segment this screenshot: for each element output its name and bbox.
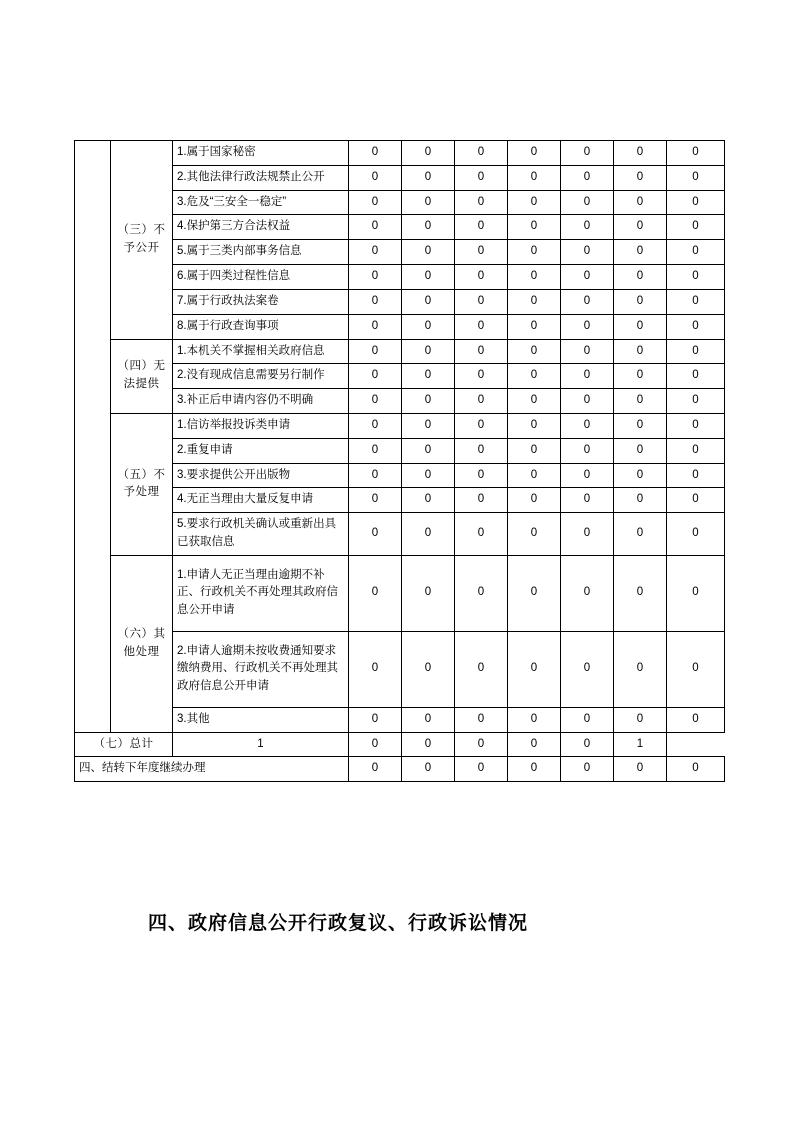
cell-value: 0 [667, 215, 725, 240]
cell-value: 0 [349, 413, 402, 438]
cell-value: 0 [508, 339, 561, 364]
cell-value: 0 [402, 165, 455, 190]
cell-value: 0 [508, 289, 561, 314]
cell-value: 0 [402, 438, 455, 463]
row-item-label: 1.属于国家秘密 [173, 141, 349, 166]
cell-value: 0 [614, 240, 667, 265]
cell-value: 0 [508, 757, 561, 782]
cell-value: 0 [561, 265, 614, 290]
cell-value: 0 [667, 488, 725, 513]
cell-value: 0 [614, 215, 667, 240]
row-item-label: 1.本机关不掌握相关政府信息 [173, 339, 349, 364]
cell-value: 0 [402, 364, 455, 389]
cell-value: 0 [455, 389, 508, 414]
cell-value: 0 [667, 707, 725, 732]
cell-value: 0 [667, 389, 725, 414]
cell-value: 0 [667, 438, 725, 463]
group-label-3: （三）不予公开 [111, 141, 173, 340]
cell-value: 0 [402, 732, 455, 757]
table-row [75, 339, 725, 364]
cell-value: 0 [508, 165, 561, 190]
cell-value: 0 [614, 707, 667, 732]
row-item-label: 4.保护第三方合法权益 [173, 215, 349, 240]
table-row [75, 389, 725, 414]
cell-value: 0 [508, 413, 561, 438]
cell-value: 0 [561, 389, 614, 414]
cell-value: 0 [667, 265, 725, 290]
cell-value: 0 [402, 413, 455, 438]
cell-value: 0 [561, 631, 614, 707]
table-row [75, 463, 725, 488]
cell-value: 0 [455, 732, 508, 757]
group-label-4: （四）无法提供 [111, 339, 173, 413]
table-row [75, 240, 725, 265]
table-row [75, 488, 725, 513]
cell-value: 0 [455, 513, 508, 556]
cell-value: 0 [667, 190, 725, 215]
cell-value: 0 [667, 165, 725, 190]
cell-value: 0 [614, 413, 667, 438]
cell-value: 0 [402, 215, 455, 240]
cell-value: 0 [561, 215, 614, 240]
cell-value: 0 [508, 631, 561, 707]
cell-value: 0 [667, 141, 725, 166]
cell-value: 0 [349, 289, 402, 314]
cell-value: 0 [614, 265, 667, 290]
table-row [75, 215, 725, 240]
cell-value: 0 [349, 732, 402, 757]
cell-value: 0 [402, 314, 455, 339]
cell-value: 0 [508, 215, 561, 240]
cell-value: 0 [561, 141, 614, 166]
cell-value: 0 [455, 364, 508, 389]
cell-value: 0 [402, 289, 455, 314]
cell-value: 0 [455, 240, 508, 265]
cell-value: 0 [561, 364, 614, 389]
cell-value: 0 [455, 265, 508, 290]
cell-value: 0 [667, 413, 725, 438]
cell-value: 0 [614, 190, 667, 215]
row-item-label: 2.没有现成信息需要另行制作 [173, 364, 349, 389]
cell-value: 0 [455, 488, 508, 513]
cell-value: 0 [561, 314, 614, 339]
table-row [75, 413, 725, 438]
cell-value: 0 [667, 757, 725, 782]
cell-value: 0 [561, 757, 614, 782]
cell-value: 0 [402, 190, 455, 215]
cell-value: 0 [349, 389, 402, 414]
table-row [75, 438, 725, 463]
cell-value: 0 [561, 513, 614, 556]
cell-value: 0 [561, 339, 614, 364]
cell-value: 0 [614, 555, 667, 631]
row-item-label: 2.其他法律行政法规禁止公开 [173, 165, 349, 190]
cell-value: 0 [455, 190, 508, 215]
cell-value: 0 [614, 289, 667, 314]
cell-value: 1 [614, 732, 667, 757]
cell-value: 0 [455, 413, 508, 438]
table-row [75, 631, 725, 707]
cell-value: 0 [667, 364, 725, 389]
cell-value: 0 [561, 555, 614, 631]
statistics-table [74, 140, 725, 782]
cell-value: 0 [561, 190, 614, 215]
cell-value: 0 [349, 240, 402, 265]
cell-value: 0 [508, 707, 561, 732]
table-row [75, 265, 725, 290]
cell-value: 0 [561, 289, 614, 314]
cell-value: 0 [349, 707, 402, 732]
cell-value: 0 [667, 339, 725, 364]
cell-value: 0 [402, 757, 455, 782]
table-row [75, 555, 725, 631]
row-item-label: 2.重复申请 [173, 438, 349, 463]
cell-value: 0 [508, 240, 561, 265]
cell-value: 0 [614, 364, 667, 389]
row-item-label: 3.要求提供公开出版物 [173, 463, 349, 488]
cell-value: 0 [614, 165, 667, 190]
row-item-label: 2.申请人逾期未按收费通知要求缴纳费用、行政机关不再处理其政府信息公开申请 [173, 631, 349, 707]
disclosure-statistics-table [74, 140, 720, 782]
cell-value: 0 [614, 631, 667, 707]
cell-value: 0 [349, 757, 402, 782]
cell-value: 0 [508, 438, 561, 463]
cell-value: 0 [455, 438, 508, 463]
table-row-total [75, 732, 725, 757]
cell-value: 0 [402, 631, 455, 707]
cell-value: 0 [455, 555, 508, 631]
table-row [75, 513, 725, 556]
cell-value: 0 [402, 141, 455, 166]
row-item-label: 3.危及“三安全一稳定” [173, 190, 349, 215]
cell-value: 0 [455, 757, 508, 782]
row-item-label: 3.补正后申请内容仍不明确 [173, 389, 349, 414]
cell-value: 0 [508, 463, 561, 488]
cell-value: 0 [349, 364, 402, 389]
table-row [75, 364, 725, 389]
cell-value: 0 [561, 438, 614, 463]
cell-value: 0 [455, 314, 508, 339]
row-item-label: 4.无正当理由大量反复申请 [173, 488, 349, 513]
row-item-label: 1.信访举报投诉类申请 [173, 413, 349, 438]
cell-value: 0 [561, 488, 614, 513]
cell-value: 0 [402, 389, 455, 414]
cell-value: 0 [402, 265, 455, 290]
cell-value: 0 [455, 707, 508, 732]
cell-value: 0 [614, 314, 667, 339]
table-row [75, 707, 725, 732]
cell-value: 0 [614, 438, 667, 463]
row-item-label: 6.属于四类过程性信息 [173, 265, 349, 290]
cell-value: 0 [667, 555, 725, 631]
cell-value: 0 [561, 463, 614, 488]
section-heading: 四、政府信息公开行政复议、行政诉讼情况 [148, 913, 529, 934]
cell-value: 0 [402, 339, 455, 364]
table-row [75, 190, 725, 215]
cell-value: 0 [508, 364, 561, 389]
cell-value: 0 [349, 463, 402, 488]
cell-value: 0 [561, 413, 614, 438]
cell-value: 0 [349, 190, 402, 215]
cell-value: 0 [508, 265, 561, 290]
cell-value: 0 [614, 389, 667, 414]
group-label-5: （五）不予处理 [111, 413, 173, 555]
cell-value: 0 [614, 488, 667, 513]
cell-value: 0 [349, 513, 402, 556]
cell-value: 0 [349, 438, 402, 463]
cell-value: 0 [614, 513, 667, 556]
row-item-label: 5.要求行政机关确认或重新出具已获取信息 [173, 513, 349, 556]
cell-value: 0 [508, 488, 561, 513]
cell-value: 0 [402, 707, 455, 732]
cell-value: 0 [349, 314, 402, 339]
cell-value: 0 [667, 463, 725, 488]
cell-value: 0 [455, 215, 508, 240]
cell-value: 0 [455, 165, 508, 190]
cell-value: 0 [614, 141, 667, 166]
cell-value: 0 [614, 463, 667, 488]
cell-value: 0 [455, 463, 508, 488]
cell-value: 0 [402, 513, 455, 556]
table-row-carryover [75, 757, 725, 782]
cell-value: 0 [667, 631, 725, 707]
cell-value: 0 [349, 339, 402, 364]
table-row [75, 141, 725, 166]
group-label-6: （六）其他处理 [111, 555, 173, 732]
cell-value: 0 [402, 555, 455, 631]
row-item-label: 1.申请人无正当理由逾期不补正、行政机关不再处理其政府信息公开申请 [173, 555, 349, 631]
cell-value: 0 [561, 165, 614, 190]
cell-value: 0 [455, 141, 508, 166]
cell-value: 0 [667, 314, 725, 339]
cell-value: 0 [508, 314, 561, 339]
cell-value: 0 [561, 240, 614, 265]
cell-value: 0 [455, 631, 508, 707]
table-row [75, 314, 725, 339]
carryover-label: 四、结转下年度继续办理 [75, 757, 349, 782]
cell-value: 0 [667, 240, 725, 265]
cell-value: 0 [508, 190, 561, 215]
cell-value: 1 [173, 732, 349, 757]
cell-value: 0 [508, 555, 561, 631]
cell-value: 0 [349, 555, 402, 631]
cell-value: 0 [614, 757, 667, 782]
cell-value: 0 [508, 141, 561, 166]
cell-value: 0 [455, 289, 508, 314]
row-item-label: 5.属于三类内部事务信息 [173, 240, 349, 265]
cell-value: 0 [455, 339, 508, 364]
row-item-label: 3.其他 [173, 707, 349, 732]
cell-value: 0 [614, 339, 667, 364]
cell-value: 0 [349, 141, 402, 166]
cell-value: 0 [402, 488, 455, 513]
cell-value: 0 [561, 732, 614, 757]
cell-value: 0 [402, 463, 455, 488]
row-item-label: 7.属于行政执法案卷 [173, 289, 349, 314]
cell-value: 0 [508, 513, 561, 556]
outer-blank-cell [75, 141, 111, 733]
row-item-label: 8.属于行政查询事项 [173, 314, 349, 339]
cell-value: 0 [349, 215, 402, 240]
cell-value: 0 [667, 513, 725, 556]
total-label: （七）总计 [75, 732, 173, 757]
table-row [75, 289, 725, 314]
cell-value: 0 [667, 289, 725, 314]
cell-value: 0 [349, 631, 402, 707]
table-row [75, 165, 725, 190]
cell-value: 0 [349, 165, 402, 190]
cell-value: 0 [561, 707, 614, 732]
cell-value: 0 [349, 265, 402, 290]
cell-value: 0 [508, 389, 561, 414]
cell-value: 0 [349, 488, 402, 513]
cell-value: 0 [508, 732, 561, 757]
cell-value: 0 [402, 240, 455, 265]
